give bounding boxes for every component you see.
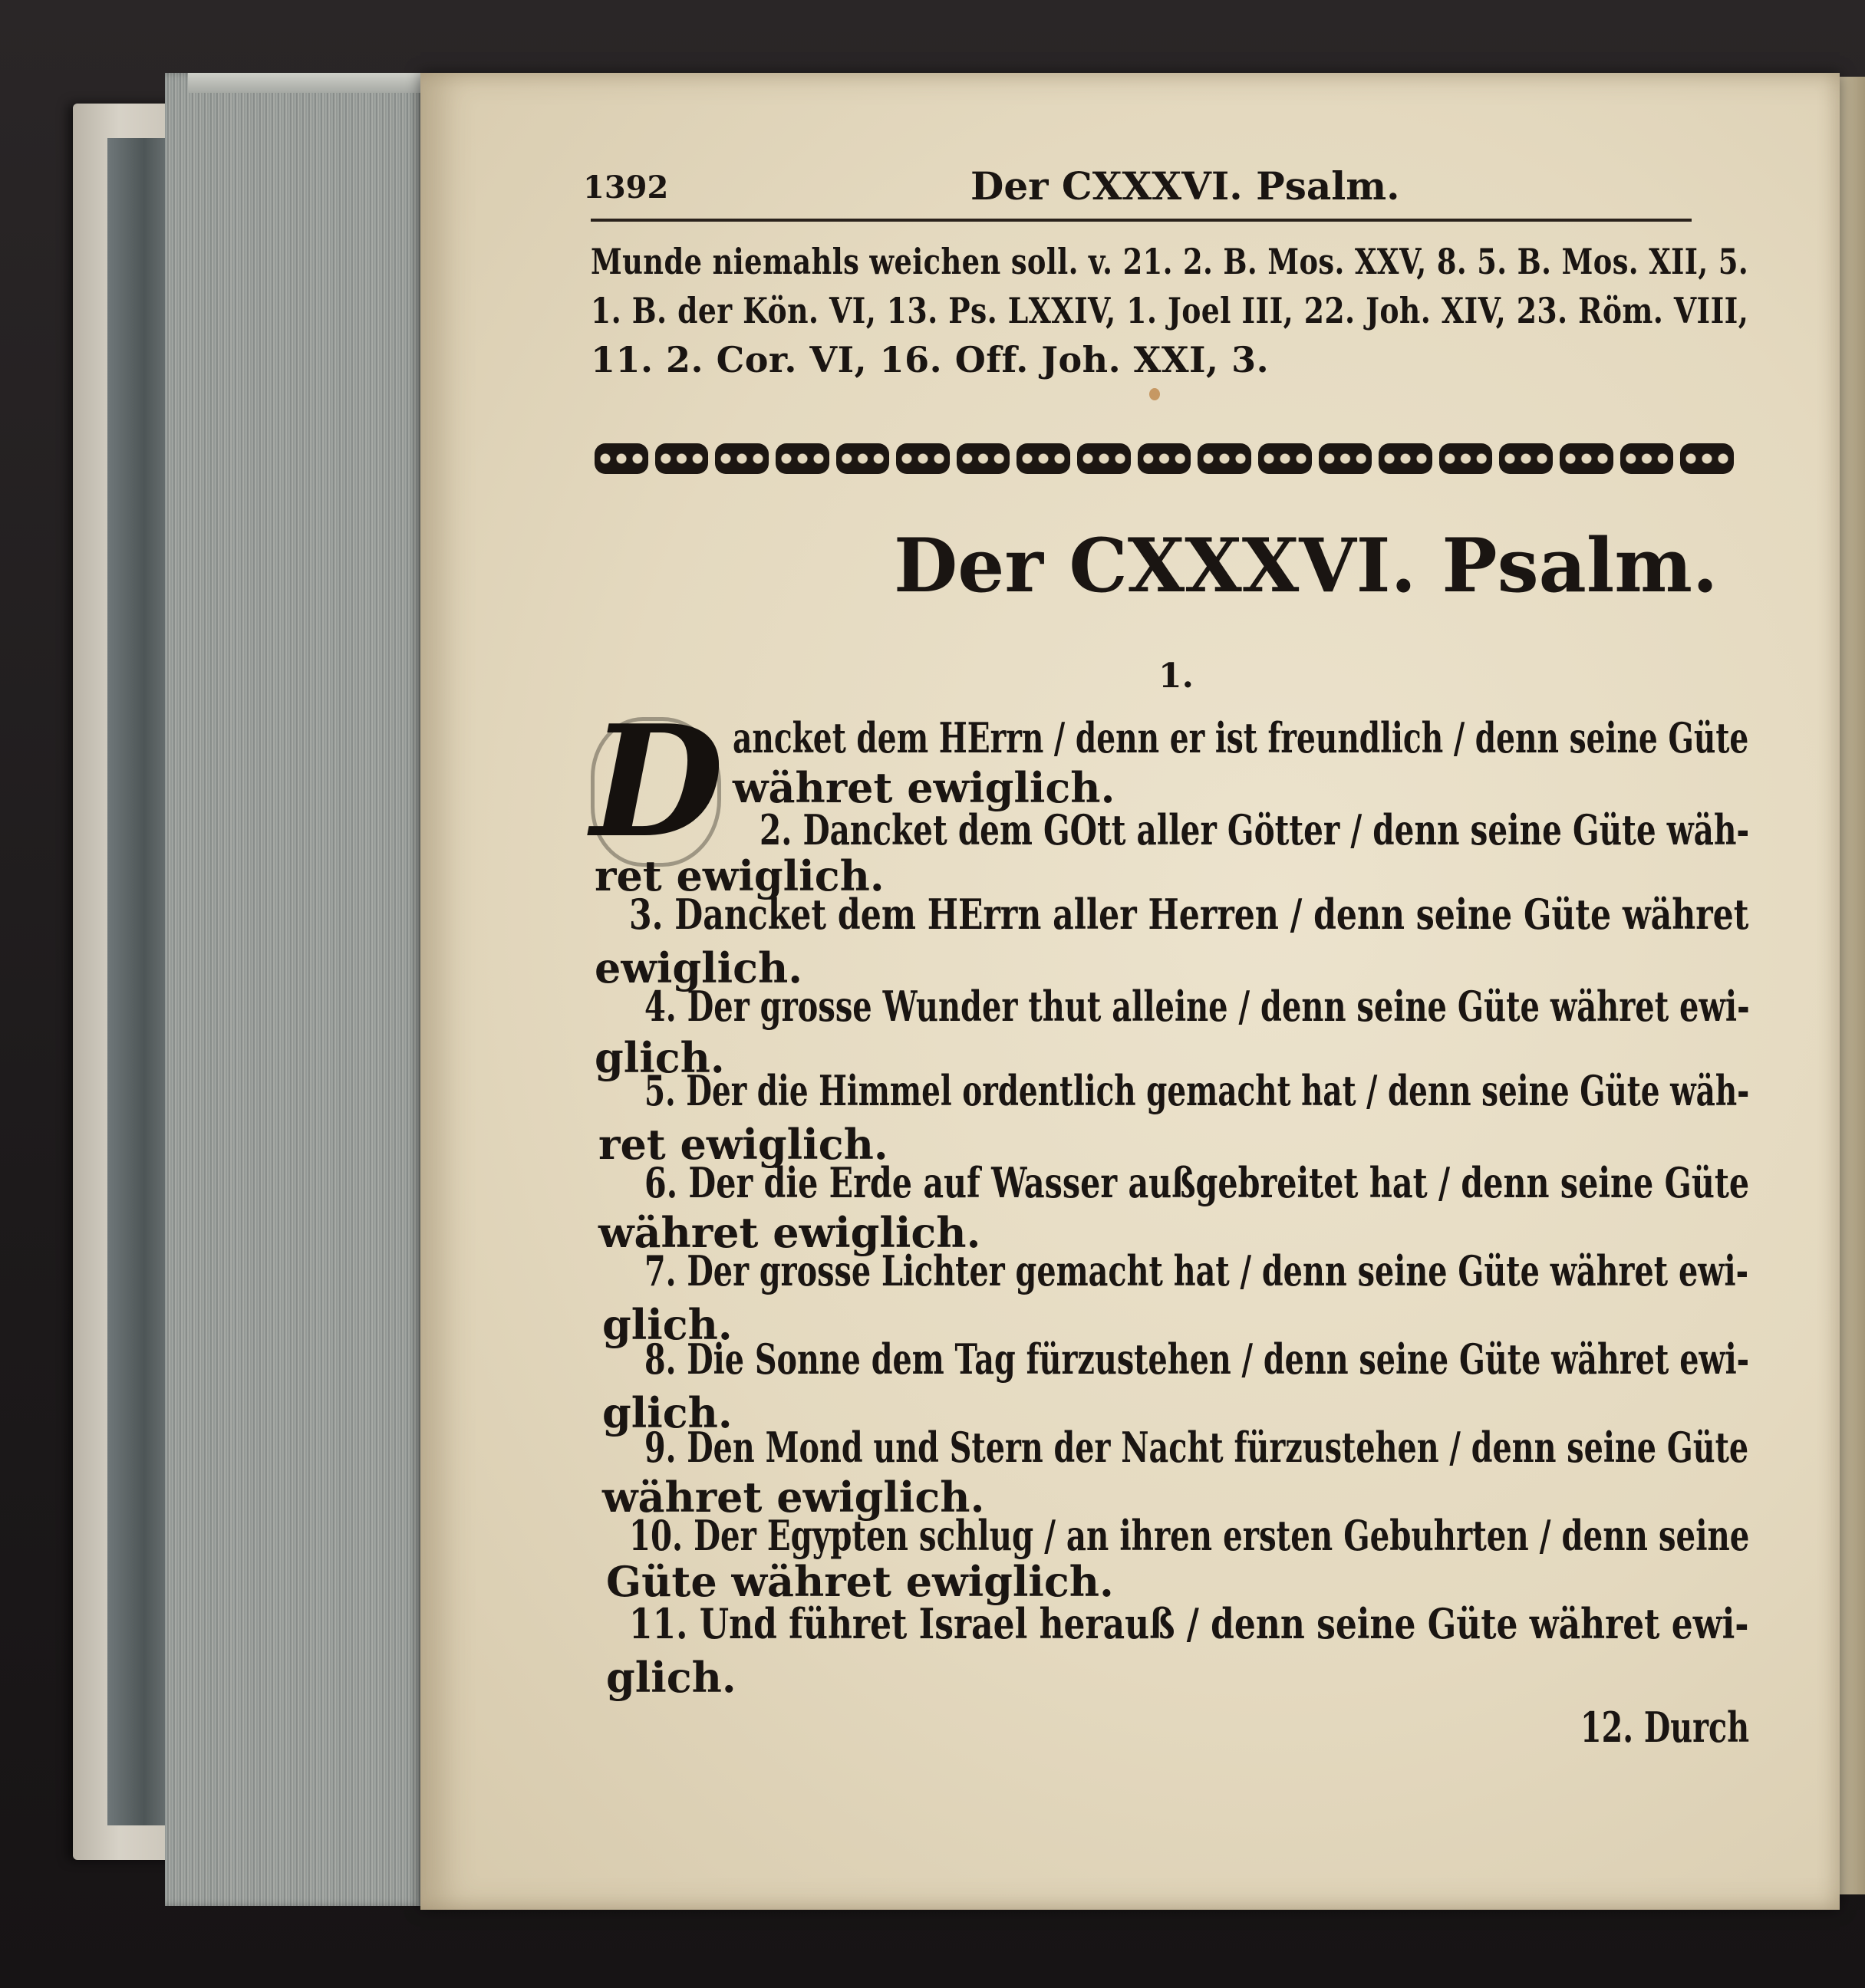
footnote-line: 1. B. der Kön. VI, 13. Ps. LXXIV, 1. Joel III, 22. Joh. XIV, 23. Röm. VIII, xyxy=(591,290,1749,331)
psalm-title: Der CXXXVI. Psalm. xyxy=(894,522,1718,609)
catchword: 12. Durch xyxy=(1580,1703,1750,1752)
verse-line: währet ewiglich. xyxy=(598,1208,981,1257)
facing-page-edge xyxy=(1837,77,1865,1894)
verse-line: 4. Der grosse Wunder thut alleine / denn seine Güte währet ewi- xyxy=(644,982,1750,1031)
verse-line: 8. Die Sonne dem Tag fürzustehen / denn seine Güte währet ewi- xyxy=(644,1335,1750,1384)
verse-line: 7. Der grosse Lichter gemacht hat / denn seine Güte währet ewi- xyxy=(644,1246,1749,1295)
page-edges-top xyxy=(188,73,426,93)
footnote-line: Munde niemahls weichen soll. v. 21. 2. B. Mos. XXV, 8. 5. B. Mos. XII, 5. xyxy=(591,241,1749,282)
verse-line: Güte währet ewiglich. xyxy=(606,1557,1114,1606)
verse-line: 3. Dancket dem HErrn aller Herren / denn seine Güte währet xyxy=(629,890,1749,939)
verse-line: währet ewiglich. xyxy=(602,1473,985,1522)
verse-line: 9. Den Mond und Stern der Nacht fürzustehen / denn seine Güte xyxy=(644,1423,1749,1472)
verse-line: währet ewiglich. xyxy=(733,763,1115,812)
verse-line: ancket dem HErrn / denn er ist freundlich / denn seine Güte xyxy=(733,713,1749,762)
verse-line: 10. Der Egypten schlug / an ihren ersten Gebuhrten / denn seine xyxy=(629,1511,1750,1560)
verse-line: 6. Der die Erde auf Wasser außgebreitet hat / denn seine Güte xyxy=(644,1158,1750,1207)
verse-line: 11. Und führet Israel herauß / denn seine Güte währet ewi- xyxy=(629,1599,1749,1648)
page-edges xyxy=(165,73,426,1906)
ink-spot xyxy=(1149,388,1160,400)
book-spine xyxy=(107,138,169,1825)
verse-line: ret ewiglich. xyxy=(598,1120,888,1169)
footnote-line: 11. 2. Cor. VI, 16. Off. Joh. XXI, 3. xyxy=(591,339,1270,380)
running-title: Der CXXXVI. Psalm. xyxy=(970,163,1400,209)
header-rule xyxy=(591,219,1692,222)
ornament-band xyxy=(595,443,1734,476)
verse-line: glich. xyxy=(595,1033,725,1082)
verse-line: ewiglich. xyxy=(595,943,803,992)
section-number: 1. xyxy=(1158,657,1194,696)
verse-line: glich. xyxy=(606,1653,736,1702)
verse-line: 5. Der die Himmel ordentlich gemacht hat / denn seine Güte wäh- xyxy=(644,1066,1750,1115)
verse-line: glich. xyxy=(602,1300,733,1349)
verse-line: 2. Dancket dem GOtt aller Götter / denn seine Güte wäh- xyxy=(760,805,1750,854)
verse-line: glich. xyxy=(602,1388,733,1437)
verse-line: ret ewiglich. xyxy=(595,851,885,900)
page-number: 1392 xyxy=(583,170,669,206)
drop-cap: D xyxy=(591,692,724,872)
